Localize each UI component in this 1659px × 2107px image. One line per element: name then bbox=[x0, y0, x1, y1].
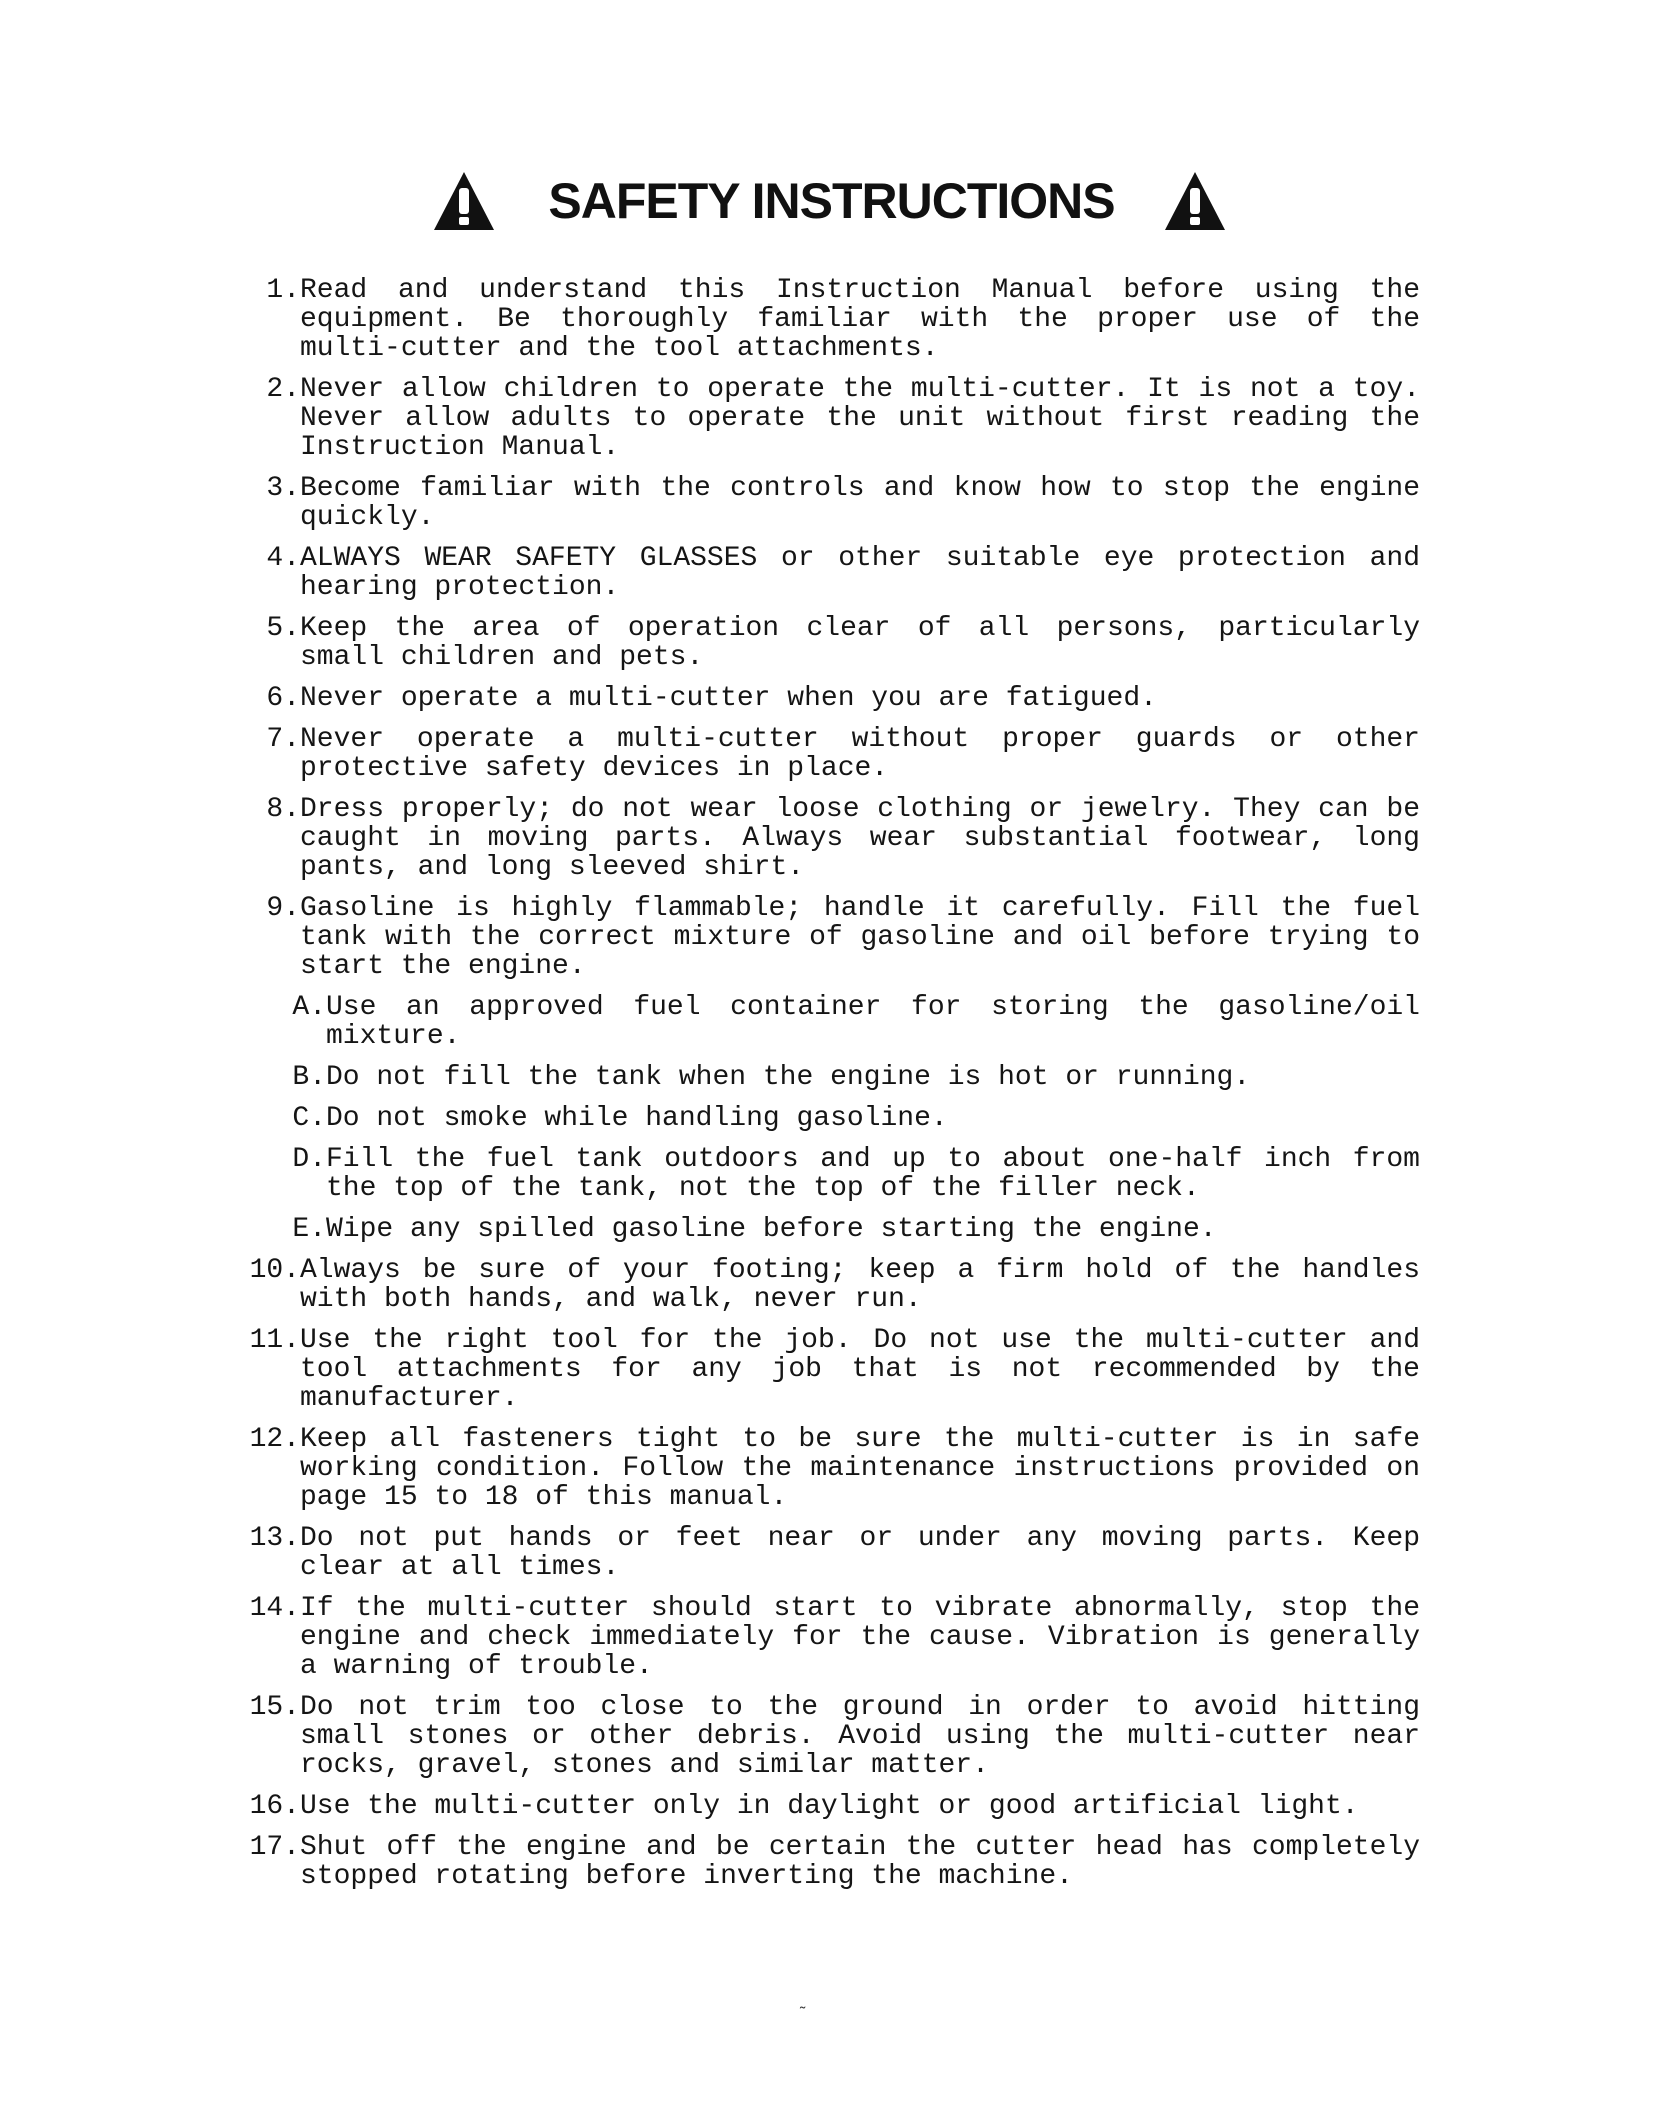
item-text: Become familiar with the controls and know how to stop the engine quickly. bbox=[300, 473, 1420, 533]
sub-instruction-item bbox=[220, 1145, 1420, 1203]
item-text: Gasoline is highly flammable; handle it carefully. Fill the fuel tank with the correct mixture of gasoline and oil before trying to start the engine. bbox=[300, 893, 1420, 982]
instruction-item bbox=[220, 1256, 1420, 1314]
instruction-item bbox=[220, 375, 1420, 462]
item-number: 6. bbox=[266, 683, 300, 714]
instruction-item bbox=[220, 1833, 1420, 1891]
header bbox=[0, 170, 1659, 232]
item-text: If the multi-cutter should start to vibrate abnormally, stop the engine and check immediately for the cause. Vibration is generally a warning of trouble. bbox=[300, 1593, 1420, 1682]
item-number: A. bbox=[292, 992, 326, 1023]
instruction-item bbox=[220, 1693, 1420, 1780]
instruction-item bbox=[220, 614, 1420, 672]
sub-instruction-item bbox=[220, 1215, 1420, 1244]
sub-instruction-item bbox=[220, 1063, 1420, 1092]
item-number: 15. bbox=[249, 1692, 300, 1723]
item-number: D. bbox=[292, 1144, 326, 1175]
item-number: 17. bbox=[249, 1832, 300, 1863]
item-text: Fill the fuel tank outdoors and up to about one-half inch from the top of the tank, not the top of the filler neck. bbox=[326, 1144, 1420, 1204]
instruction-item bbox=[220, 276, 1420, 363]
instruction-item bbox=[220, 1326, 1420, 1413]
item-text: Use the right tool for the job. Do not use the multi-cutter and tool attachments for any job that is not recommended by the manufacturer. bbox=[300, 1325, 1420, 1414]
item-number: C. bbox=[292, 1103, 326, 1134]
item-text: Never allow children to operate the multi-cutter. It is not a toy. Never allow adults to operate the unit without first reading the Instruction Manual. bbox=[300, 374, 1420, 463]
item-text: Never operate a multi-cutter without proper guards or other protective safety devices in place. bbox=[300, 724, 1420, 784]
item-number: 9. bbox=[266, 893, 300, 924]
instruction-item bbox=[220, 795, 1420, 882]
item-number: 5. bbox=[266, 613, 300, 644]
item-number: 16. bbox=[249, 1791, 300, 1822]
item-text: Keep the area of operation clear of all persons, particularly small children and pets. bbox=[300, 613, 1420, 673]
instruction-item bbox=[220, 1594, 1420, 1681]
instruction-item bbox=[220, 894, 1420, 981]
item-text: Never operate a multi-cutter when you are fatigued. bbox=[300, 683, 1157, 714]
item-text: Read and understand this Instruction Manual before using the equipment. Be thoroughly familiar with the proper use of the multi-cutter and the tool attachments. bbox=[300, 275, 1420, 364]
warning-triangle-icon bbox=[1163, 170, 1227, 232]
instruction-item bbox=[220, 684, 1420, 713]
item-number: 7. bbox=[266, 724, 300, 755]
item-text: Use an approved fuel container for storing the gasoline/oil mixture. bbox=[326, 992, 1420, 1052]
item-number: 4. bbox=[266, 543, 300, 574]
item-text: Always be sure of your footing; keep a firm hold of the handles with both hands, and walk, never run. bbox=[300, 1255, 1420, 1315]
item-text: Dress properly; do not wear loose clothing or jewelry. They can be caught in moving parts. Always wear substantial footwear, long pants, and long sleeved shirt. bbox=[300, 794, 1420, 883]
page-mark: ˜ bbox=[800, 2005, 806, 2022]
item-text: Do not put hands or feet near or under any moving parts. Keep clear at all times. bbox=[300, 1523, 1420, 1583]
item-number: 11. bbox=[249, 1325, 300, 1356]
item-text: Keep all fasteners tight to be sure the multi-cutter is in safe working condition. Follow the maintenance instructions provided on page 15 to 18 of this manual. bbox=[300, 1424, 1420, 1513]
item-text: Do not fill the tank when the engine is hot or running. bbox=[326, 1062, 1251, 1093]
item-number: 8. bbox=[266, 794, 300, 825]
item-number: 2. bbox=[266, 374, 300, 405]
instruction-list bbox=[220, 276, 1420, 1903]
sub-instruction-item bbox=[220, 1104, 1420, 1133]
instruction-item bbox=[220, 725, 1420, 783]
item-text: Shut off the engine and be certain the cutter head has completely stopped rotating before inverting the machine. bbox=[300, 1832, 1420, 1892]
sub-instruction-item bbox=[220, 993, 1420, 1051]
item-text: Wipe any spilled gasoline before starting the engine. bbox=[326, 1214, 1217, 1245]
item-number: 1. bbox=[266, 275, 300, 306]
item-text: Use the multi-cutter only in daylight or good artificial light. bbox=[300, 1791, 1359, 1822]
instruction-item bbox=[220, 1792, 1420, 1821]
item-number: 13. bbox=[249, 1523, 300, 1554]
item-number: E. bbox=[292, 1214, 326, 1245]
item-text: Do not trim too close to the ground in order to avoid hitting small stones or other debris. Avoid using the multi-cutter near rocks, gravel, stones and similar matter. bbox=[300, 1692, 1420, 1781]
item-text: Do not smoke while handling gasoline. bbox=[326, 1103, 948, 1134]
instruction-item bbox=[220, 1524, 1420, 1582]
page-title: SAFETY INSTRUCTIONS bbox=[548, 173, 1115, 229]
instruction-item bbox=[220, 544, 1420, 602]
item-number: 14. bbox=[249, 1593, 300, 1624]
item-text: ALWAYS WEAR SAFETY GLASSES or other suitable eye protection and hearing protection. bbox=[300, 543, 1420, 603]
warning-triangle-icon bbox=[432, 170, 496, 232]
item-number: 12. bbox=[249, 1424, 300, 1455]
item-number: 10. bbox=[249, 1255, 300, 1286]
instruction-item bbox=[220, 1425, 1420, 1512]
item-number: 3. bbox=[266, 473, 300, 504]
item-number: B. bbox=[292, 1062, 326, 1093]
instruction-item bbox=[220, 474, 1420, 532]
